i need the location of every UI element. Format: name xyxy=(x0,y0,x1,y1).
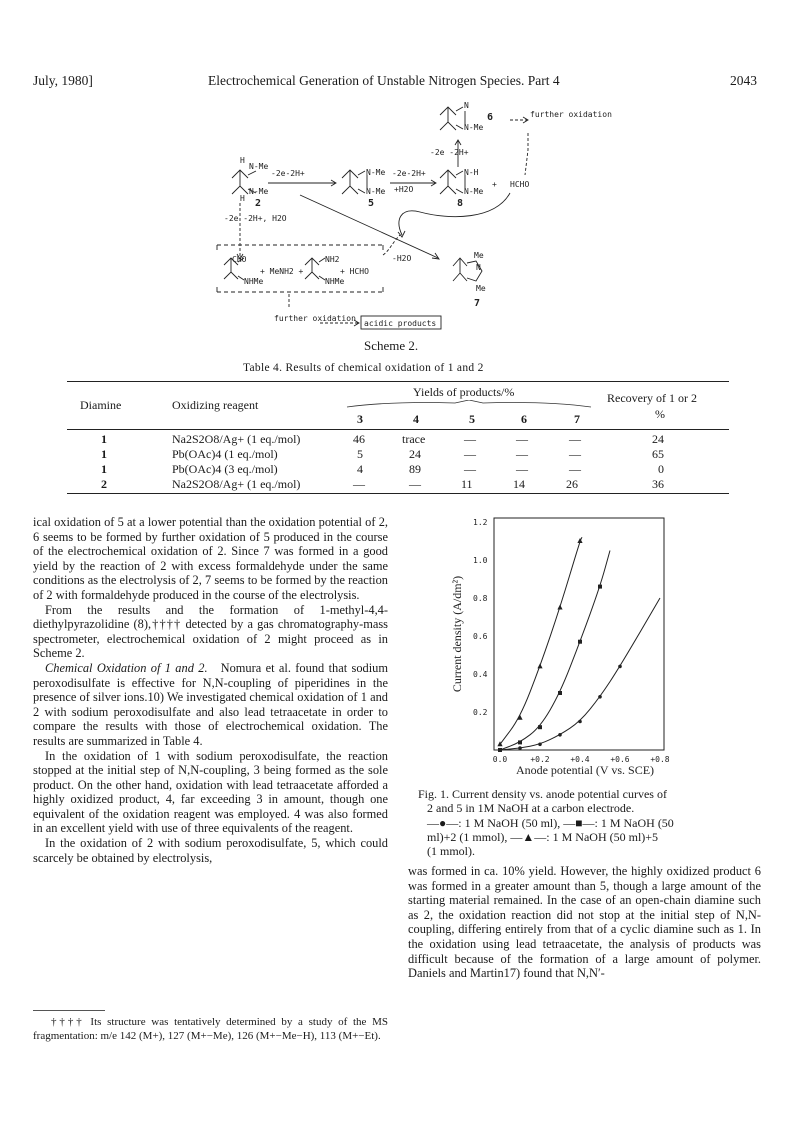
th-col-6: 6 xyxy=(521,412,527,426)
data-point-square xyxy=(538,725,542,729)
caption-line: (1 mmol). xyxy=(427,844,475,859)
table-4-title: Table 4. Results of chemical oxidation of 1 and 2 xyxy=(243,362,484,374)
data-point-triangle xyxy=(537,663,542,668)
paragraph: was formed in ca. 10% yield. However, the highly oxidized product 6 was formed in a greater amount than 5, though a large amount of the starting material remained. In the case of an open-chain diamine such as 2, the oxidation reaction did not stop at the initial step of N,N-coupling, differing entirely from that of a cyclic diamine such as 1. In the oxidation using lead tetraacetate, the analysis of products was difficult because of the formation of a large amount of polymer. Daniels and Martin17) found that N,N′- xyxy=(408,864,761,981)
table-bottom-rule xyxy=(67,493,729,494)
cell-3: 5 xyxy=(357,447,363,461)
table-row xyxy=(0,462,793,477)
paragraph: From the results and the formation of 1-methyl-4,4-diethylpyrazolidine (8),†††† detected by a gas chromatography-mass spectrometer, electrochemical oxidation of 2 might proceed as in Scheme 2. xyxy=(33,602,388,661)
s6-n-label: N xyxy=(464,101,469,110)
cell-recovery: 36 xyxy=(652,477,664,491)
figure-1-chart xyxy=(445,510,685,780)
paragraph: In the oxidation of 2 with sodium peroxodisulfate, 5, which could scarcely be obtained by electrolysis, xyxy=(33,836,388,865)
compound-8-skeleton xyxy=(440,170,456,194)
s7-me-label: Me xyxy=(474,251,484,260)
th-col-5: 5 xyxy=(469,412,475,426)
compound-8-number: 8 xyxy=(457,198,464,209)
s5-nme-label: N-Me xyxy=(366,168,386,177)
th-reagent: Oxidizing reagent xyxy=(172,398,259,412)
cell-4: 89 xyxy=(409,462,421,476)
cell-7: — xyxy=(569,462,581,476)
compound-6-number: 6 xyxy=(487,112,494,123)
y-tick-label: 0.4 xyxy=(473,670,488,679)
mix-hcho: + HCHO xyxy=(340,267,369,276)
cell-4: — xyxy=(409,477,421,491)
figure-1-caption xyxy=(418,787,758,858)
cell-7: 26 xyxy=(566,477,578,491)
table-row xyxy=(0,477,793,492)
data-point-square xyxy=(558,691,562,695)
further-oxidation-bottom: further oxidation xyxy=(274,314,356,323)
further-oxidation-top-1: further oxidation xyxy=(530,110,612,119)
minus-h2o: -H2O xyxy=(392,254,412,263)
data-point-circle xyxy=(518,746,522,750)
caption-line: ml)+2 (1 mmol), —▲—: 1 M NaOH (50 ml)+5 xyxy=(427,829,659,844)
s8-nh-label: N-H xyxy=(464,168,479,177)
th-col-7: 7 xyxy=(574,412,580,426)
th-yields: Yields of products/% xyxy=(413,385,515,399)
cell-3: 46 xyxy=(353,432,365,446)
compound-5-skeleton xyxy=(342,170,358,194)
paragraph: In the oxidation of 1 with sodium peroxodisulfate, the reaction stopped at the initial step of N,N-coupling, 3 being formed as the sole product. On the other hand, oxidation with lead tetraacetate afforded a highly oxidized product, 4, far exceeding 3 in amount, though one equivalent of the oxidation reagent was employed. 4 was also formed in an excellent yield with use of three equivalents of the reagent. xyxy=(33,748,388,836)
paragraph: Nomura et al. found that sodium peroxodisulfate is effective for N,N-coupling of piperidines in the presence of silver ions.10) We investigated chemical oxidation of 1 and 2 with sodium peroxodisulfate and also lead tetraacetate in order to compare the results with those of electrochemical oxidation. The results are summarized in Table 4. xyxy=(33,660,388,748)
series-line-circle xyxy=(500,598,660,750)
up-arrow-label: -2e -2H+ xyxy=(430,148,469,157)
cell-3: — xyxy=(353,477,365,491)
cell-6: — xyxy=(516,462,528,476)
footnote-rule xyxy=(33,1010,105,1011)
right-column xyxy=(408,864,761,981)
y-tick-label: 0.8 xyxy=(473,594,488,603)
footnote: †††† Its structure was tentatively determined by a study of the MS fragmentation: m/e 142 (M+), 127 (M+−Me), 126 (M+−Me−H), 113 (M+−Et). xyxy=(33,1016,388,1042)
x-tick-label: +0.6 xyxy=(610,755,630,764)
x-tick-label: +0.8 xyxy=(650,755,670,764)
data-point-triangle xyxy=(557,605,562,610)
s8-nme-label: N-Me xyxy=(464,187,484,196)
data-point-circle xyxy=(578,720,582,724)
s2-h2-label: H xyxy=(240,194,245,203)
caption-line: —●—: 1 M NaOH (50 ml), —■—: 1 M NaOH (50 xyxy=(427,815,674,830)
compound-6-skeleton xyxy=(440,107,456,130)
data-point-circle xyxy=(618,665,622,669)
left-column xyxy=(33,515,388,865)
th-recovery: Recovery of 1 or 2 xyxy=(607,391,697,405)
mix-cho: CHO xyxy=(232,255,247,264)
yields-brace xyxy=(345,400,595,410)
cell-5: — xyxy=(464,447,476,461)
cell-7: — xyxy=(569,447,581,461)
mix-nhme2: NHMe xyxy=(325,277,345,286)
compound-2-number: 2 xyxy=(255,198,262,209)
cell-reagent: Pb(OAc)4 (1 eq./mol) xyxy=(172,447,278,461)
cell-diamine: 1 xyxy=(101,432,107,446)
cell-diamine: 1 xyxy=(101,462,107,476)
y-axis-label: Current density (A/dm²) xyxy=(450,575,464,693)
x-axis-label: Anode potential (V vs. SCE) xyxy=(515,763,655,777)
s7-n-label: N xyxy=(476,263,481,272)
data-point-circle xyxy=(598,695,602,699)
caption-line: Fig. 1. Current density vs. anode potential curves of xyxy=(418,787,667,801)
compound-5-number: 5 xyxy=(368,198,375,209)
mix-nhme: NHMe xyxy=(244,277,264,286)
y-tick-label: 1.2 xyxy=(473,518,488,527)
mix-menh2: + MeNH2 + xyxy=(260,267,304,276)
running-head-left: July, 1980] xyxy=(33,73,93,88)
cell-7: — xyxy=(569,432,581,446)
cell-recovery: 0 xyxy=(658,462,664,476)
cell-3: 4 xyxy=(357,462,363,476)
compound-2-skeleton xyxy=(232,170,248,194)
data-point-square xyxy=(578,640,582,644)
cell-4: trace xyxy=(402,432,426,446)
section-heading: Chemical Oxidation of 1 and 2. xyxy=(45,660,208,675)
s7-me2-label: Me xyxy=(476,284,486,293)
cell-5: 11 xyxy=(461,477,473,491)
table-top-rule xyxy=(67,381,729,382)
arrow2-label: -2e-2H+ xyxy=(392,169,426,178)
cell-reagent: Pb(OAc)4 (3 eq./mol) xyxy=(172,462,278,476)
th-col-4: 4 xyxy=(413,412,419,426)
page-number: 2043 xyxy=(730,73,757,88)
x-tick-label: +0.2 xyxy=(530,755,550,764)
cell-6: 14 xyxy=(513,477,525,491)
arrow1-label: -2e-2H+ xyxy=(271,169,305,178)
data-point-square xyxy=(598,585,602,589)
cell-diamine: 1 xyxy=(101,447,107,461)
cell-5: — xyxy=(464,462,476,476)
th-recovery-unit: % xyxy=(655,407,665,421)
cell-6: — xyxy=(516,432,528,446)
compound-7-skeleton xyxy=(453,258,467,281)
data-point-square xyxy=(498,748,502,752)
s2-nme2-label: N-Me xyxy=(249,187,269,196)
y-tick-label: 1.0 xyxy=(473,556,488,565)
scheme-caption: Scheme 2. xyxy=(364,338,419,353)
cell-6: — xyxy=(516,447,528,461)
series-line-triangle xyxy=(500,537,582,744)
s2-nme-label: N-Me xyxy=(249,162,269,171)
s6-nme-label: N-Me xyxy=(464,123,484,132)
y-tick-label: 0.6 xyxy=(473,632,488,641)
cell-reagent: Na2S2O8/Ag+ (1 eq./mol) xyxy=(172,477,301,491)
cell-diamine: 2 xyxy=(101,477,107,491)
s2-h-label: H xyxy=(240,156,245,165)
data-point-triangle xyxy=(577,538,582,543)
table-header-rule xyxy=(67,429,729,430)
caption-line: 2 and 5 in 1M NaOH at a carbon electrode. xyxy=(427,801,635,816)
th-diamine: Diamine xyxy=(80,398,122,412)
y-tick-label: 0.2 xyxy=(473,708,488,717)
arrow2b-label: +H2O xyxy=(394,185,414,194)
cell-5: — xyxy=(464,432,476,446)
table-row xyxy=(0,447,793,462)
cell-recovery: 24 xyxy=(652,432,664,446)
compound-7-number: 7 xyxy=(474,298,481,309)
paragraph: ical oxidation of 5 at a lower potential than the oxidation potential of 2, 6 seems to be formed by further oxidation of 5 produced in the course of the electrochemical oxidation of 2. Since 7 was formed in a good yield by the reaction of 2 with excess formaldehyde under the same conditions as the electrolysis of 2, 7 seems to be formed by the reaction of 2 with formaldehyde produced in the course of the electrolysis. xyxy=(33,515,388,602)
table-row xyxy=(0,432,793,447)
data-point-square xyxy=(518,740,522,744)
down-arrow-label: -2e -2H+, H2O xyxy=(224,214,287,223)
running-head-title: Electrochemical Generation of Unstable Nitrogen Species. Part 4 xyxy=(208,73,560,88)
x-tick-label: +0.4 xyxy=(570,755,590,764)
plus-sign: + xyxy=(492,180,497,189)
scheme-2-diagram xyxy=(0,95,793,355)
data-point-circle xyxy=(538,743,542,747)
th-col-3: 3 xyxy=(357,412,363,426)
cell-reagent: Na2S2O8/Ag+ (1 eq./mol) xyxy=(172,432,301,446)
cell-4: 24 xyxy=(409,447,421,461)
cell-recovery: 65 xyxy=(652,447,664,461)
x-tick-label: 0.0 xyxy=(492,755,508,764)
data-point-circle xyxy=(558,733,562,737)
hcho-right: HCHO xyxy=(510,180,530,189)
mix-nh2: NH2 xyxy=(325,255,340,264)
acidic-products-label: acidic products xyxy=(364,319,437,328)
s5-nme2-label: N-Me xyxy=(366,187,386,196)
